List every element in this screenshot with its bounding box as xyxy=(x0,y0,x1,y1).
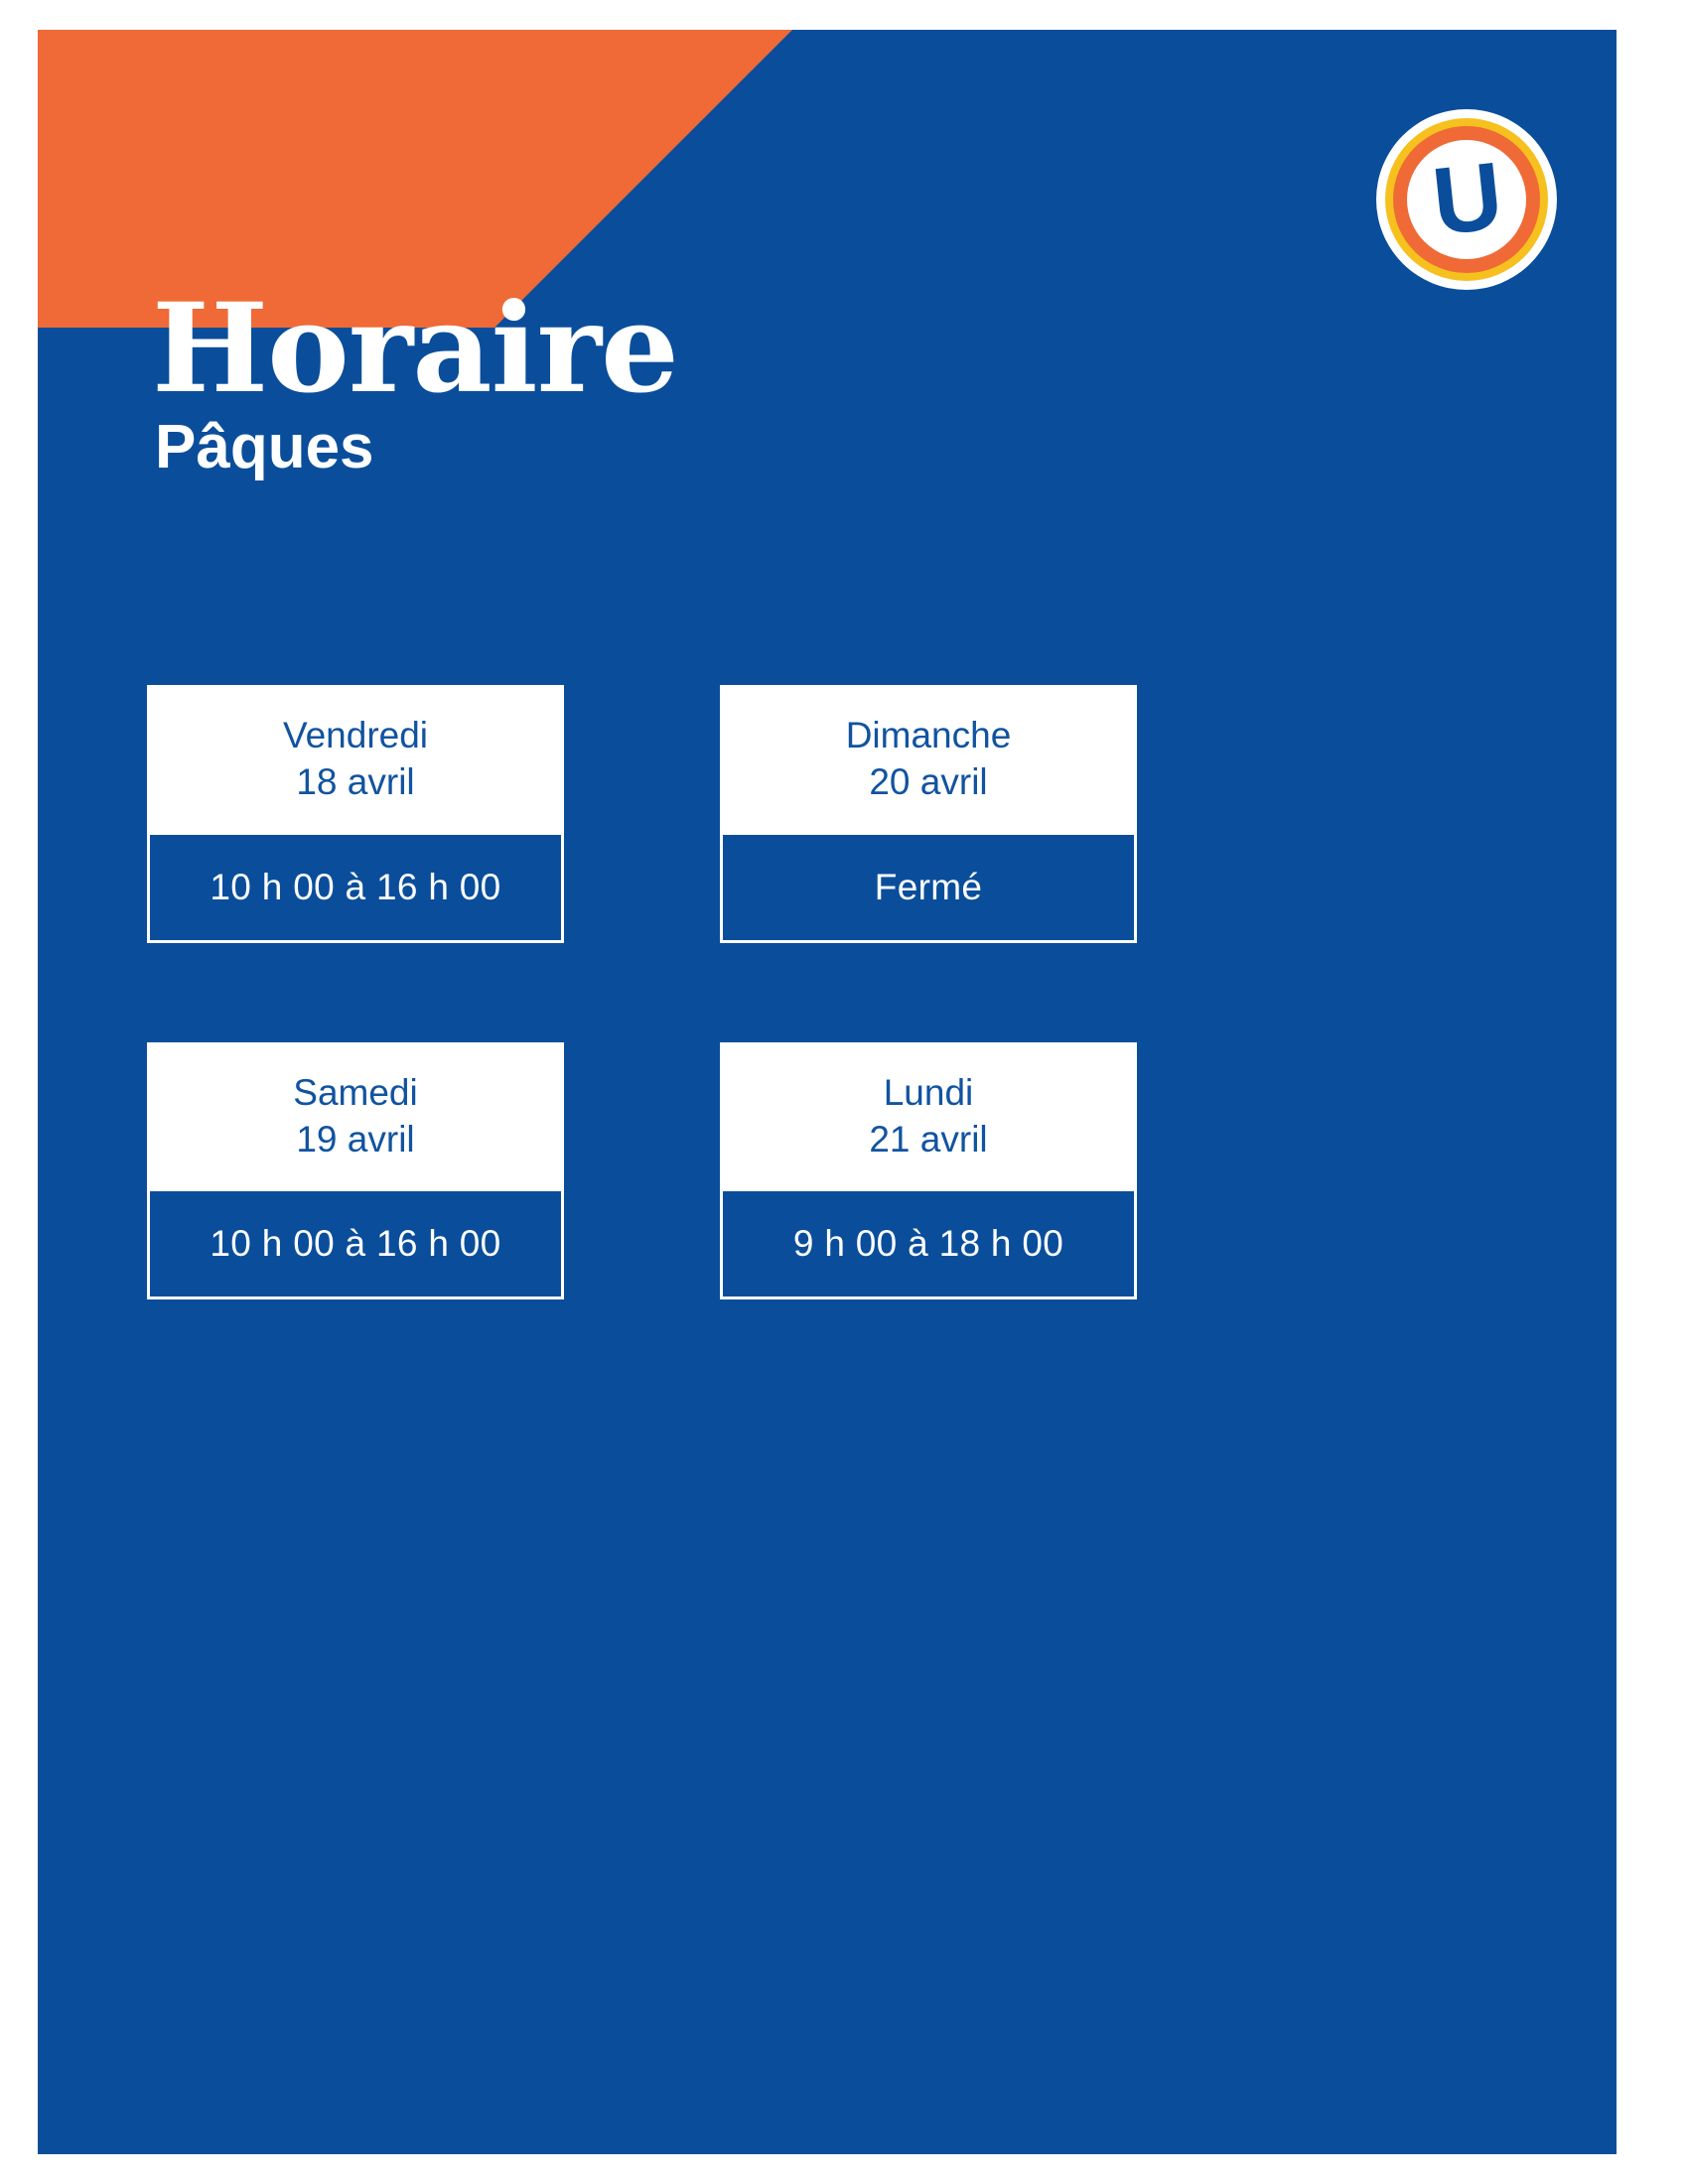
schedule-hours: 10 h 00 à 16 h 00 xyxy=(150,832,561,940)
schedule-date: 18 avril xyxy=(296,761,415,803)
schedule-day: Vendredi xyxy=(282,715,429,755)
page-title: Horaire xyxy=(152,277,678,421)
schedule-card-header xyxy=(150,688,561,832)
schedule-date: 19 avril xyxy=(296,1119,415,1160)
schedule-card xyxy=(720,1042,1137,1300)
schedule-card-header xyxy=(723,688,1134,832)
schedule-card xyxy=(147,685,564,943)
schedule-hours: 10 h 00 à 16 h 00 xyxy=(150,1188,561,1297)
schedule-hours: 9 h 00 à 18 h 00 xyxy=(723,1188,1134,1297)
brand-logo xyxy=(1376,109,1557,290)
schedule-hours: Fermé xyxy=(723,832,1134,940)
schedule-day: Lundi xyxy=(883,1071,974,1113)
logo-letter: U xyxy=(1427,142,1506,256)
schedule-card-header xyxy=(723,1045,1134,1189)
schedule-grid xyxy=(147,685,1537,1299)
page-subtitle: Pâques xyxy=(155,413,374,481)
schedule-card xyxy=(720,685,1137,943)
schedule-card-header xyxy=(150,1045,561,1189)
schedule-day: Dimanche xyxy=(845,715,1012,755)
schedule-card xyxy=(147,1042,564,1300)
schedule-day: Samedi xyxy=(293,1071,418,1113)
schedule-date: 20 avril xyxy=(869,761,988,803)
poster xyxy=(38,30,1617,2154)
schedule-date: 21 avril xyxy=(869,1119,988,1160)
